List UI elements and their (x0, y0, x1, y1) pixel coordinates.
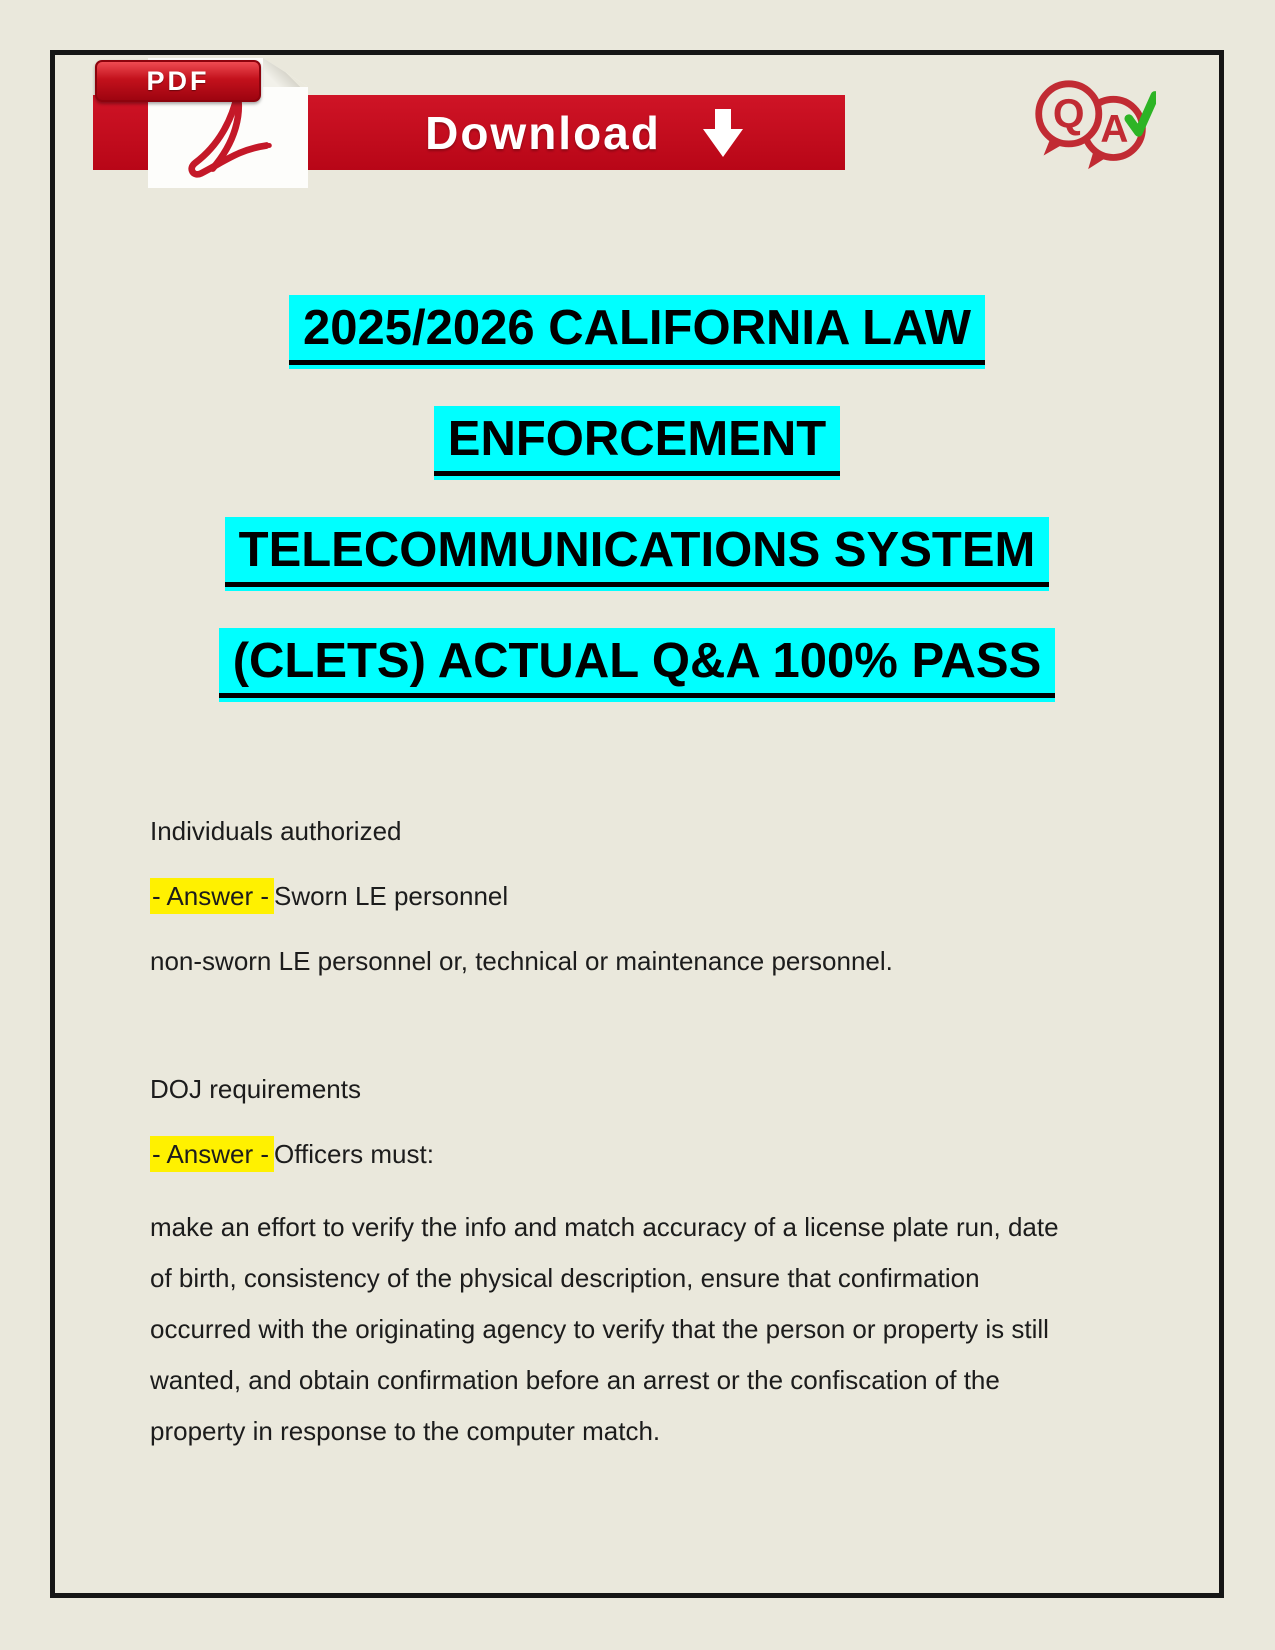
qa-logo-a-letter: A (1100, 107, 1129, 151)
answer-line-2 (150, 1137, 1060, 1171)
qa-content (150, 814, 1060, 1457)
qa-logo-q-letter: Q (1052, 90, 1085, 137)
answer-label: - Answer - (150, 1136, 274, 1172)
title-line (55, 517, 1219, 592)
title-line-2: ENFORCEMENT (434, 406, 840, 476)
answer-continuation-2: make an effort to verify the info and match accuracy of a license plate run, date of birth, consistency of the physical description, ensure that confirmation occurred with the originating agency to verify that the person or property is still wanted, and obtain confirmation before an arrest or the confiscation of the property in response to the computer match. (150, 1212, 1059, 1446)
download-arrow-icon (703, 109, 743, 157)
question-text-2: DOJ requirements (150, 1074, 361, 1104)
title-line (55, 406, 1219, 481)
page-border (50, 50, 1224, 1598)
download-label: Download (425, 106, 661, 159)
title-line-1: 2025/2026 CALIFORNIA LAW (289, 295, 985, 365)
answer-continuation-1: non-sworn LE personnel or, technical or maintenance personnel. (150, 946, 893, 976)
title-line (55, 628, 1219, 703)
question-text-1: Individuals authorized (150, 816, 402, 846)
answer-line-1 (150, 879, 1060, 913)
page-fold-corner (263, 58, 308, 87)
qa-bubbles-icon (1030, 78, 1156, 180)
title-line (55, 295, 1219, 370)
title-line-3: TELECOMMUNICATIONS SYSTEM (225, 517, 1050, 587)
answer-text-2: Officers must: (274, 1139, 434, 1169)
pdf-download-banner[interactable] (55, 55, 915, 205)
pdf-badge-label: PDF (146, 65, 210, 96)
pdf-badge (95, 60, 261, 102)
answer-label: - Answer - (150, 878, 274, 914)
answer-text-1: Sworn LE personnel (274, 881, 509, 911)
document-title (55, 295, 1219, 703)
title-line-4: (CLETS) ACTUAL Q&A 100% PASS (219, 628, 1056, 698)
header (55, 55, 1219, 205)
qa-logo (1030, 78, 1156, 183)
